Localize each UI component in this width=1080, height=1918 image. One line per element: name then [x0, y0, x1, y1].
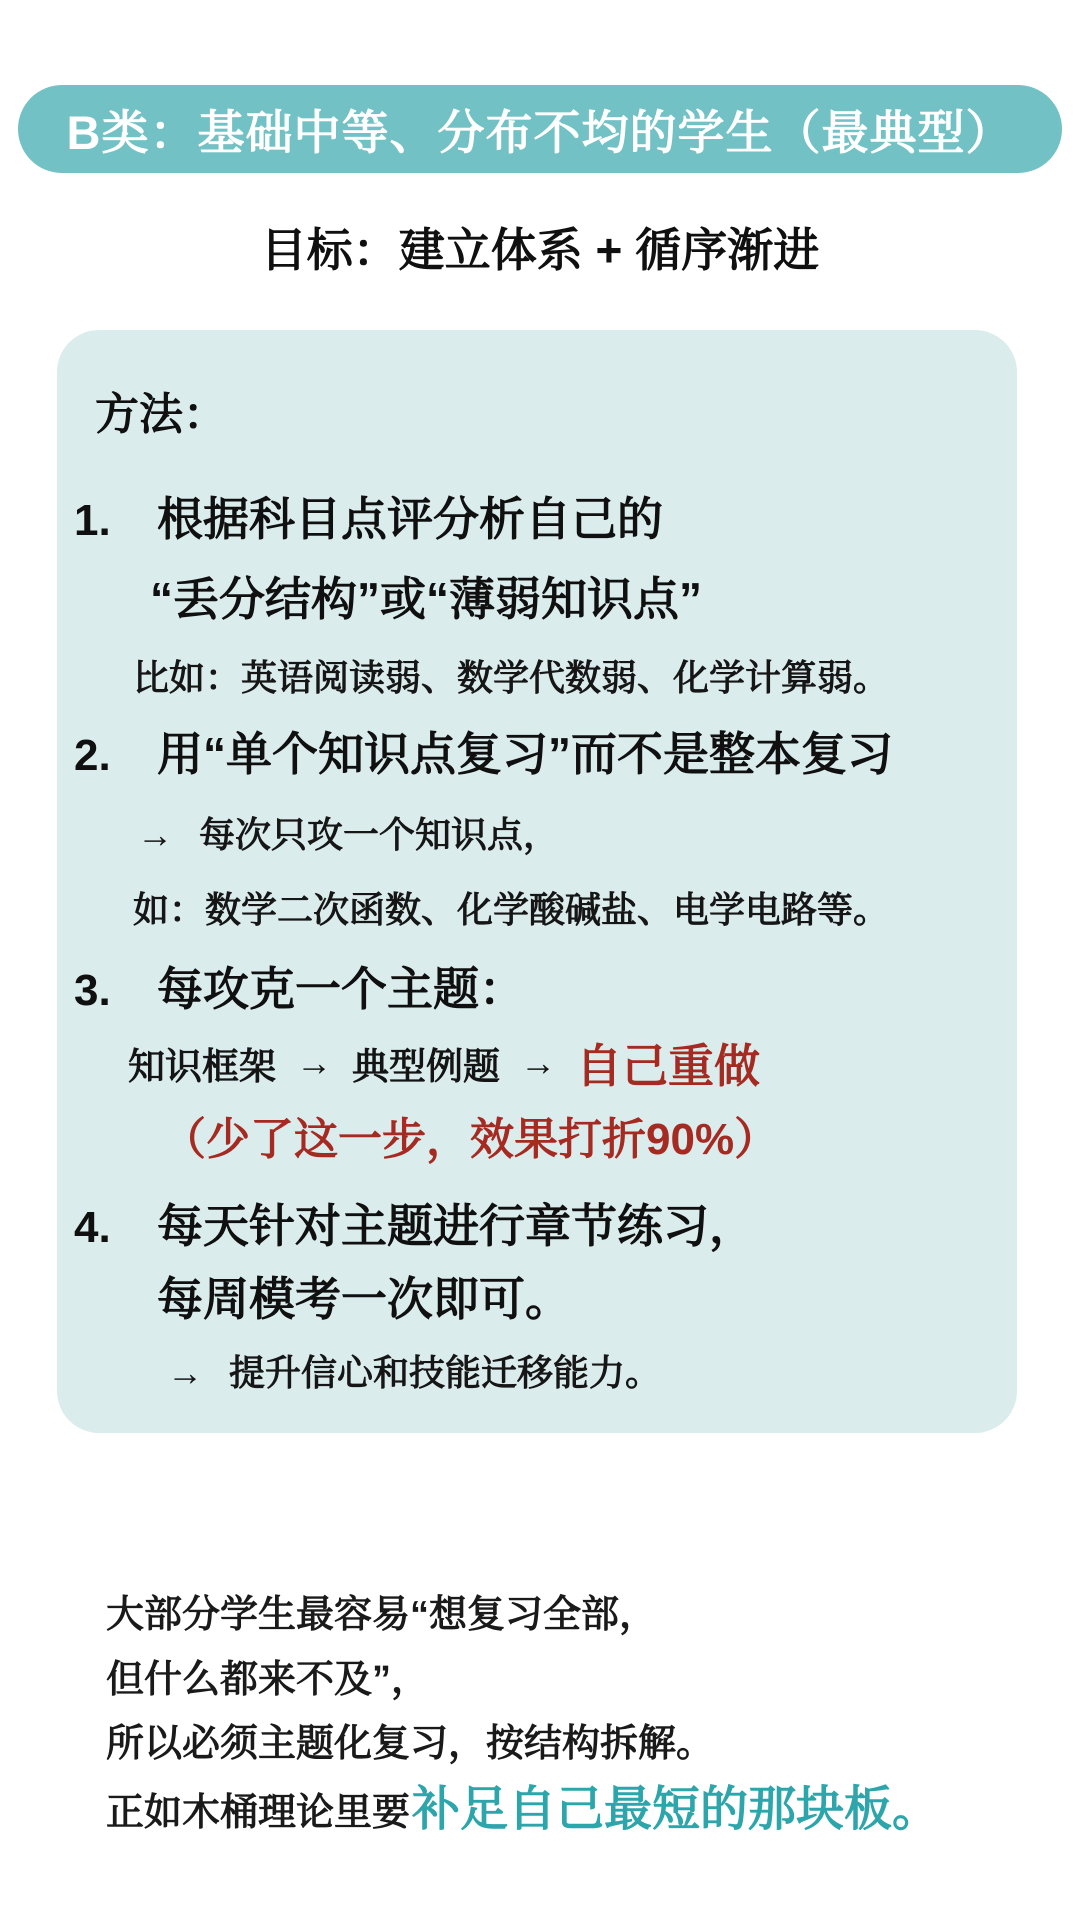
footer-line-2: 但什么都来不及”， [106, 1659, 430, 1701]
footer-line-1: 大部分学生最容易“想复习全部， [106, 1594, 658, 1636]
banner-title: B类：基础中等、分布不均的学生（最典型） [66, 105, 1014, 159]
item-1-line-2: “丢分结构”或“薄弱知识点” [150, 573, 702, 625]
item-1-number: 1. [74, 496, 111, 545]
item-2-line-1: 用“单个知识点复习”而不是整本复习 [157, 728, 893, 780]
item-1-line-1: 根据科目点评分析自己的 [157, 493, 663, 545]
footer-line-3: 所以必须主题化复习，按结构拆解。 [106, 1723, 715, 1765]
item-4-note [167, 1345, 661, 1396]
item-4-line-2: 每周模考一次即可。 [157, 1273, 571, 1325]
item-4-number: 4. [74, 1203, 111, 1252]
item-3-red-note: （少了这一步，效果打折90%） [162, 1115, 779, 1164]
method-heading: 方法： [95, 390, 227, 439]
goal-row [0, 214, 1080, 280]
method-item-1 [74, 483, 663, 549]
footer-line-4 [106, 1770, 940, 1839]
header-banner [18, 85, 1062, 173]
item-2-note-1-text: 每次只攻一个知识点， [199, 814, 560, 855]
item-3-line-1: 每攻克一个主题： [157, 963, 525, 1015]
footer-line-4-black: 正如木桶理论里要 [106, 1792, 411, 1834]
item-4-note-text: 提升信心和技能迁移能力。 [229, 1352, 662, 1393]
method-card [57, 330, 1017, 1433]
right-arrow-icon: → [167, 1352, 203, 1393]
item-2-note-1 [137, 807, 559, 858]
item-4-line-1: 每天针对主题进行章节练习， [157, 1200, 755, 1252]
method-item-2 [74, 718, 893, 784]
item-2-number: 2. [74, 731, 111, 780]
right-arrow-icon: → [296, 1042, 332, 1083]
flow-step-examples: 典型例题 [352, 1046, 500, 1087]
goal-text: 目标：建立体系 + 循序渐进 [260, 224, 820, 276]
flow-step-redo-highlight: 自己重做 [576, 1040, 760, 1092]
method-item-3 [74, 953, 525, 1019]
footer-line-4-teal-highlight: 补足自己最短的那块板。 [412, 1783, 941, 1836]
method-item-4 [74, 1190, 755, 1256]
right-arrow-icon: → [137, 814, 173, 855]
right-arrow-icon: → [520, 1042, 556, 1083]
flow-step-framework: 知识框架 [128, 1046, 276, 1087]
item-1-note: 比如：英语阅读弱、数学代数弱、化学计算弱。 [133, 657, 890, 698]
item-3-number: 3. [74, 966, 111, 1015]
item-2-note-2: 如：数学二次函数、化学酸碱盐、电学电路等。 [133, 889, 890, 930]
item-3-flow [128, 1030, 760, 1096]
